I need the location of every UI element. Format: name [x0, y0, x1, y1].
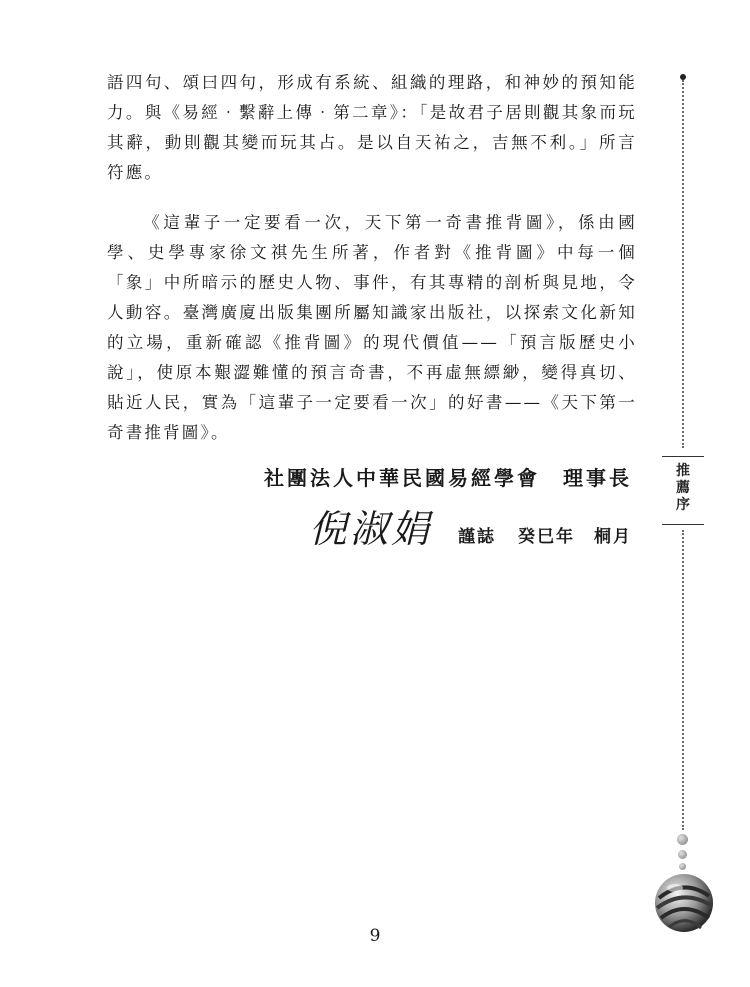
bead-3 — [679, 863, 686, 870]
signature-organization: 社團法人中華民國易經學會 理事長 — [264, 466, 632, 490]
bead-2 — [678, 850, 687, 859]
signature-date: 癸巳年 桐月 — [518, 527, 632, 547]
signature-name: 倪淑娟 — [308, 507, 432, 551]
metallic-sphere-icon — [653, 870, 715, 934]
section-label: 推薦序 — [676, 463, 690, 513]
side-rule-top — [662, 456, 704, 457]
page-number: 9 — [369, 926, 381, 946]
side-rule-bottom — [662, 524, 704, 525]
side-dotted-line-bottom — [682, 530, 684, 830]
body-paragraph-2: 《這輩子一定要看一次，天下第一奇書推背圖》，係由國學、史學專家徐文祺先生所著，作者對《推背圖》中每一個「象」中所暗示的歷史人物、事件，有其專精的剖析與見地，令人動容。臺灣廣廈出版集團所屬知識家出版社，以探索文化新知的立場，重新確認《推背圖》的現代價值——「預言版歷史小說」，使原本艱澀難懂的預言奇書，不再虛無縹緲，變得真切、貼近人民，實為「這輩子一定要看一次」的好書——《天下第一奇書推背圖》。 — [107, 213, 637, 442]
bead-1 — [677, 834, 688, 845]
side-dotted-line-top — [682, 80, 684, 448]
signature-note: 謹誌 — [458, 527, 496, 547]
signature-line — [309, 498, 632, 553]
body-paragraph-1: 語四句、頌曰四句，形成有系統、組織的理路，和神妙的預知能力。與《易經‧繫辭上傳‧第二章》：「是故君子居則觀其象而玩其辭，動則觀其變而玩其占。是以自天祐之，吉無不利。」所言符應。 — [107, 73, 637, 182]
